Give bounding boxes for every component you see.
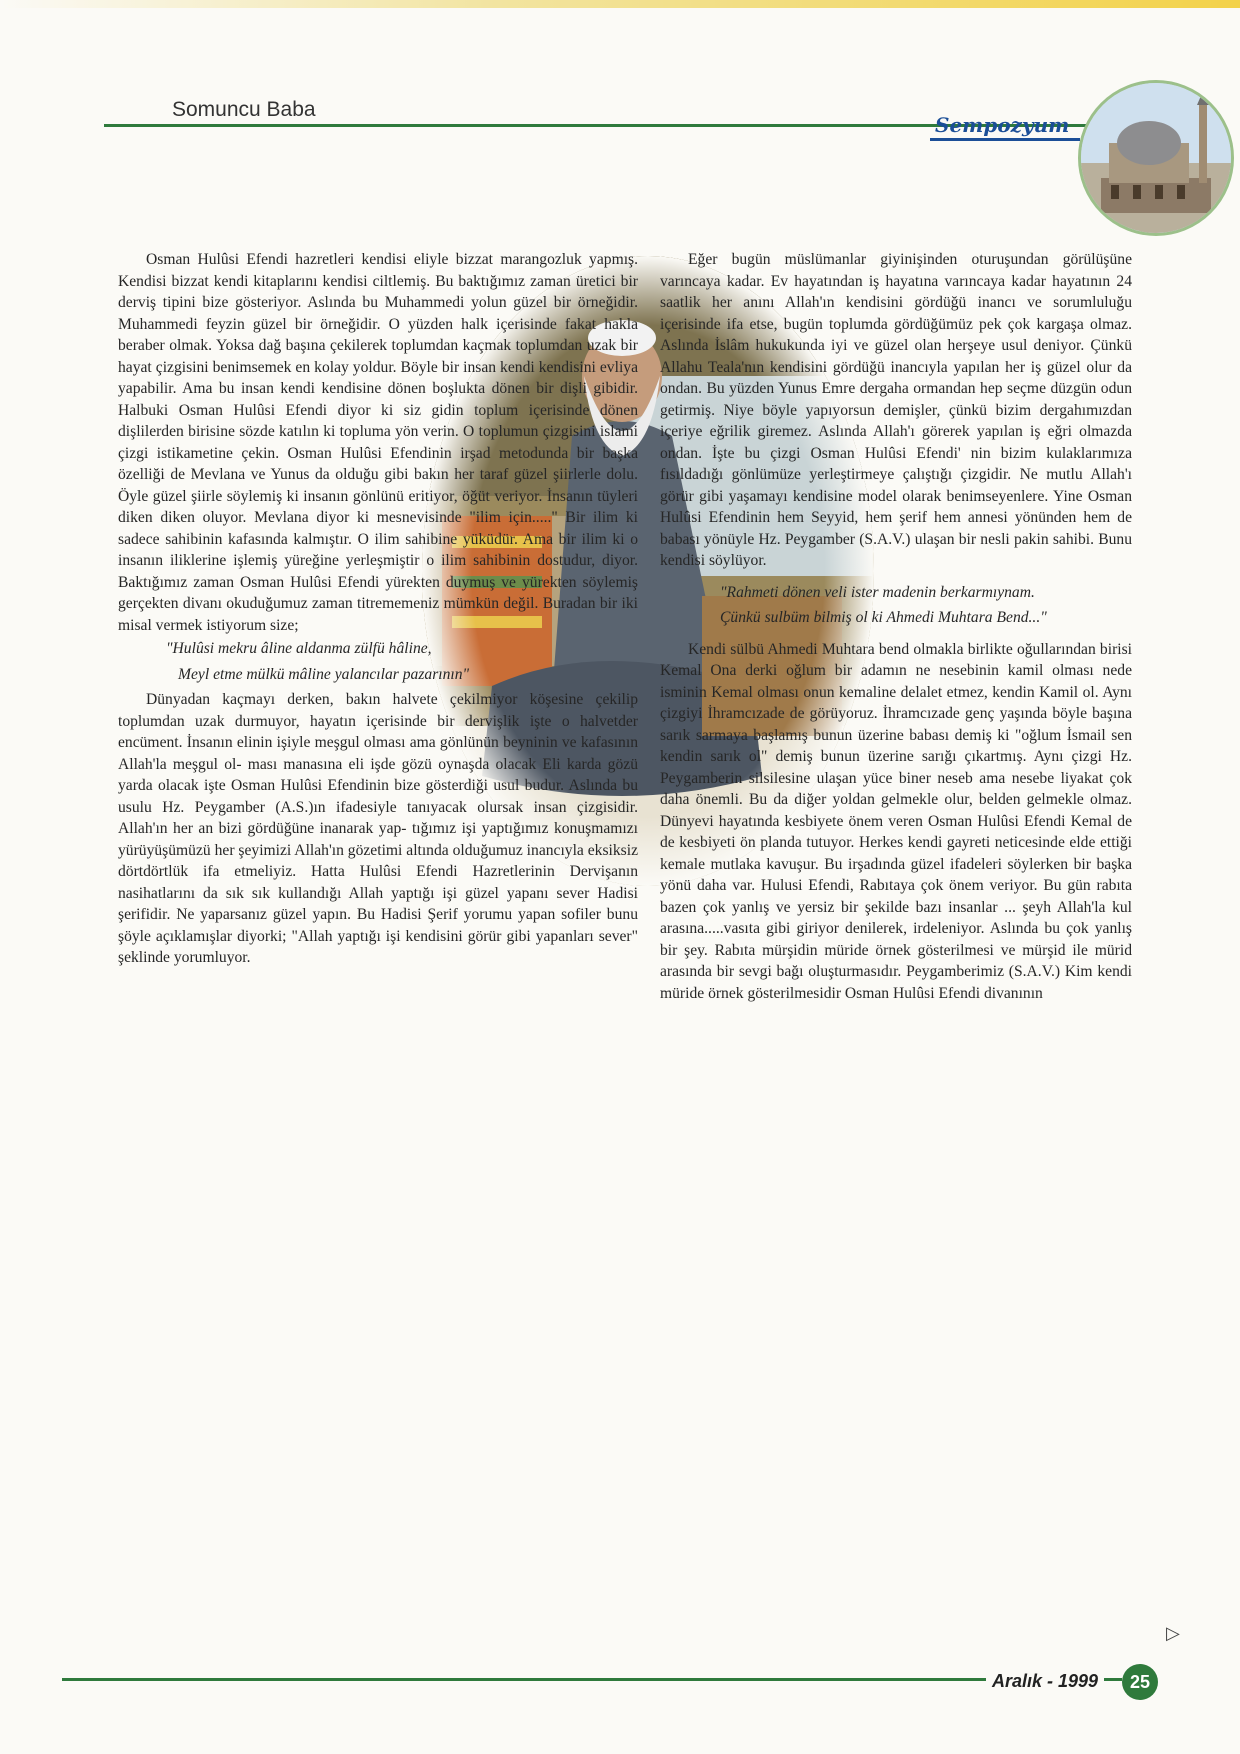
- left-quote-line-2: Meyl etme mülkü mâline yalancılar pazarının": [178, 665, 470, 683]
- top-color-strip: [0, 0, 1240, 8]
- magazine-title: Somuncu Baba: [172, 98, 316, 121]
- section-label-underline: [930, 138, 1080, 141]
- right-paragraph-1: Eğer bugün müslümanlar giyinişinden oturuşundan görülüşüne varıncaya kadar. Ev hayatından iş hayatına varıncaya kadar hayatının 24 saatlik her anını Allah'ın kendisini gördüğü inancı ve sorumluluğu içerisinde ifa etse, bugün toplumda gördüğümüz pek çok kargaşa olmaz. Aslında İslâm hukukunda iyi ve güzel olan herşeye usul deniyor. Çünkü Allahu Teala'nın kendisini gördüğü inancıyla yapılan her iş güzel olur da ondan. Bu yüzden Yunus Emre dergaha ormandan hep seçme düzgün odun getirmiş. Niye böyle yapıyorsun demişler, çünkü bizim dergahımızdan içeriye eğrilik giremez. Aslında Allah'ı görerek yapılan iş eğri olmazda ondan. İşte bu çizgi Osman Hulûsi Efendi' nin bizim kulaklarımıza fısıldadığı gönlümüze yerleştirmeye çalıştığı çizgidir. Ne mutlu Allah'ı görür gibi yaşamayı kendisine model olarak benimseyenlere. Yine Osman Hulûsi Efendinin hem Seyyid, hem şerif hem annesi yönünden hem de babası yönüyle Hz. Peygamber (S.A.V.) ulaşan bir nesli pakin sahibi. Bunu kendisi söylüyor.: [660, 251, 1132, 569]
- right-quote-line-1: "Rahmeti dönen veli ister madenin berkarmıynam.: [720, 583, 1035, 601]
- left-column: [118, 249, 638, 969]
- left-paragraph-2: Dünyadan kaçmayı derken, bakın halvete çekilmiyor köşesine çekilip toplumdan uzak durmuyor, hayatın içerisinde bir dervişlik işte o halvetder encüment. İnsanın elinin işiyle meşgul olması ama gönlünün beyninin ve kafasının Allah'la meşgul ol- ması manasına eli işde gözü oynaşda olacak Eli karda gözü yarda olacak işte Osman Hulûsi Efendinin bize gösterdiği usul budur. Aslında bu usulu Hz. Peygamber (A.S.)ın ifadesiyle tanıyacak olursak insan çizgisidir. Allah'ın her an bizi gördüğüne inanarak yap- tığımız işi yaptığımız konuşmamızı yürüyüşümüzü her şeyimizi Allah'ın gözetimi altında olduğumuz inancıyla eksiksiz dörtdörtlük ifa etmeliyiz. Hatta Hulûsi Efendi Hazretlerinin Dervişanın nasihatlarını da sık sık kullandığı Allah yaptığı işi güzel yapanı sever Hadisi şerifidir. Ne yaparsanız güzel yapın. Bu Hadisi Şerif yorumu yapan sofiler bunu şöyle açıklamışlar diyorki; "Allah yaptığı işi kendisini görür gibi yapanları sever" şeklinde yorumluyor.: [118, 691, 638, 966]
- issue-date: Aralık - 1999: [986, 1671, 1104, 1692]
- footer-rule: [62, 1678, 1122, 1681]
- left-quote-line-1: "Hulûsi mekru âline aldanma zülfü hâline,: [166, 640, 432, 657]
- right-quote-line-2: Çünkü sulbüm bilmiş ol ki Ahmedi Muhtara Bend...": [720, 609, 1047, 626]
- section-label: Sempozyum: [935, 113, 1070, 137]
- continue-arrow-icon: ▷: [1166, 1623, 1180, 1643]
- mosque-emblem-image: [1078, 80, 1234, 236]
- right-column: [660, 249, 1132, 1004]
- page-number: 25: [1122, 1664, 1158, 1700]
- right-paragraph-2: Kendi sülbü Ahmedi Muhtara bend olmakla birlikte oğullarından birisi Kemal Ona derki oğlum bir adamın ne nesebinin kamil olması nede isminin Kemal olması onun kemaline delalet etmez, kendin Kamil ol. Aynı çizgiyi İhramcızade de görüyoruz. İhramcızade genç yaşında böyle başına sarık sarmaya başlamış bunun üzerine babası demiş ki "oğlum İsmail sen kendin sarık ol" demiş bunun üzerine sarığı çıkartmış. Aynı çizgi Hz. Peygamberin silsilesine ulaşan yüce biner neseb ama nesebe liyakat çok daha önemli. Bu da diğer yoldan gelmekle olur, belden gelmekle olmaz. Dünyevi hayatında kesbiyete önem veren Osman Hulûsi Efendi Kemal de de kesbiyeti ön planda tutuyor. Herkes kendi gayreti neticesinde elde ettiği kemale mutlaka kavuşur. Bu irşadında güzel ifadeleri söylerken bir başka yönü daha var. Hulusi Efendi, Rabıtaya çok önem veriyor. Bu gün rabıta bazen çok yanlış ve yersiz bir şekilde bazı insanlar ... şeyh Allah'la kul arasına.....vasıta gibi giriyor denilerek, irdeleniyor. Aslında bu çok yanlış bir şey. Rabıta mürşidin müride örnek gösterilmesi ve mürşid ile mürid arasında bir sevgi bağı oluşturmasıdır. Peygamberimiz (S.A.V.) Kim kendi müride örnek gösterilmesidir Osman Hulûsi Efendi divanının: [660, 640, 1132, 1002]
- left-paragraph-1: Osman Hulûsi Efendi hazretleri kendisi eliyle bizzat marangozluk yapmış. Kendisi bizzat kendi kitaplarını kendisi ciltlemiş. Bu baktığımız zaman üretici bir derviş tipini bize gösteriyor. Aslında bu Muhammedi yolun güzel bir örneğidir. Muhammedi feyzin güzel bir örneğidir. O yüzden halk içerisinde fakat hakla beraber olmak. Yoksa dağ başına çekilerek toplumdan kaçmak toplumdan uzak bir hayat çizgisini benimsemek en kolay yoldur. Böyle bir insan kendi kendisini evliya yapabilir. Ama bu insan kendi kendisine dönen boşlukta dönen bir dişli gibidir. Halbuki Osman Hulûsi Efendi diyor ki siz gidin toplum içerisinde dönen dişlilerden birisine sözde katılın ki topluma yön verin. O toplumun çizgisini islami çizgi istikametine çekin. Osman Hulûsi Efendinin irşad metodunda bir başka özelliği de Mevlana ve Yunus da olduğu gibi bakın her taraf güzel şiirlerle dolu. Öyle güzel şiirle söylemiş ki insanın gönlünü eritiyor, öğüt veriyor. İnsanın tüyleri diken diken oluyor. Mevlana diyor ki mesnevisinde "ilim için....." Bir ilim ki sadece sahibinin kafasında kalmıştır. O ilim sahibine yüküdür. Ama bir ilim ki o insanın iliklerine işlemiş yüreğine yerleşmiştir o ilim sahibinin dostudur, diyor. Baktığımız zaman Osman Hulûsi Efendi yürekten duymuş ve yürekten söylemiş gerçekten divanı okuduğumuz zaman titrememeniz mümkün değil. Buradan bir iki misal vermek istiyorum size;: [118, 251, 638, 634]
